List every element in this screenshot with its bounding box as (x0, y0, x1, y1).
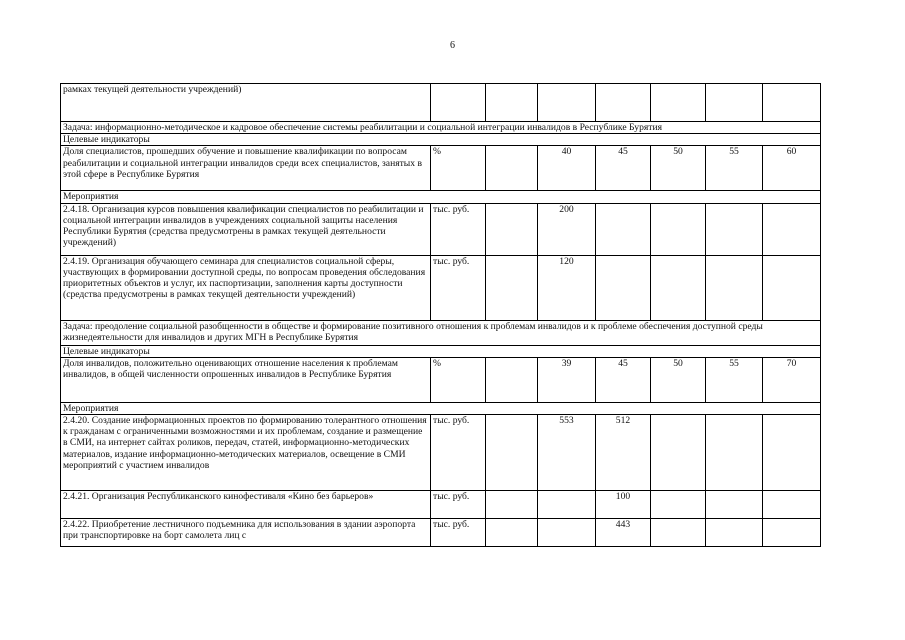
activity-row-2-4-18 (61, 203, 821, 255)
indicator-row-2 (61, 357, 821, 402)
activity-row-2-4-20 (61, 415, 821, 491)
value-cell: 443 (596, 519, 651, 547)
value-cell: 55 (706, 146, 763, 191)
value-cell (706, 255, 763, 320)
value-cell (596, 84, 651, 122)
value-cell (763, 84, 821, 122)
task-heading-1 (61, 122, 821, 134)
value-cell (596, 255, 651, 320)
row-label: рамках текущей деятельности учреждений) (61, 84, 431, 122)
indicator-row-1 (61, 146, 821, 191)
unit-cell: % (431, 146, 486, 191)
unit-cell: тыс. руб. (431, 491, 486, 519)
row-label: 2.4.19. Организация обучающего семинара для специалистов социальной сферы, участвующих в формировании доступной среды, по вопросам проведения обследования приоритетных объектов и услуг, их паспортизации, заполнения карты доступности (средства предусмотрены в рамках текущей деятельности учреждений) (61, 255, 431, 320)
value-cell (486, 491, 538, 519)
value-cell: 50 (651, 146, 706, 191)
value-cell (706, 491, 763, 519)
value-cell (651, 415, 706, 491)
value-cell (763, 491, 821, 519)
section-heading: Задача: преодоление социальной разобщенности в обществе и формирование позитивного отношения к проблемам инвалидов и к проблеме обеспечения доступной среды жизнедеятельности для инвалидов и других МГН в Республике Бурятия (61, 320, 821, 345)
continuation-row (61, 84, 821, 122)
activity-row-2-4-19 (61, 255, 821, 320)
section-heading: Задача: информационно-методическое и кадровое обеспечение системы реабилитации и социальной интеграции инвалидов в Республике Бурятия (61, 122, 821, 134)
value-cell (486, 415, 538, 491)
value-cell (538, 519, 596, 547)
value-cell (596, 203, 651, 255)
unit-cell: тыс. руб. (431, 255, 486, 320)
value-cell (486, 146, 538, 191)
activities-heading-1 (61, 191, 821, 203)
page-number: 6 (450, 40, 455, 51)
value-cell (486, 84, 538, 122)
activity-row-2-4-21 (61, 491, 821, 519)
row-label: Доля специалистов, прошедших обучение и повышение квалификации по вопросам реабилитации и социальной интеграции инвалидов среди всех специалистов, занятых в этой сфере в Республике Бурятия (61, 146, 431, 191)
value-cell (706, 84, 763, 122)
value-cell (538, 84, 596, 122)
task-heading-2 (61, 320, 821, 345)
row-label: 2.4.21. Организация Республиканского кинофестиваля «Кино без барьеров» (61, 491, 431, 519)
value-cell (763, 255, 821, 320)
value-cell (763, 519, 821, 547)
section-heading: Целевые индикаторы (61, 345, 821, 357)
value-cell: 200 (538, 203, 596, 255)
value-cell: 45 (596, 357, 651, 402)
value-cell: 120 (538, 255, 596, 320)
row-label: Доля инвалидов, положительно оценивающих отношение населения к проблемам инвалидов, в общей численности опрошенных инвалидов в Республике Бурятия (61, 357, 431, 402)
value-cell (486, 519, 538, 547)
value-cell (486, 255, 538, 320)
unit-cell (431, 84, 486, 122)
value-cell (706, 415, 763, 491)
unit-cell: тыс. руб. (431, 415, 486, 491)
value-cell (763, 203, 821, 255)
value-cell: 40 (538, 146, 596, 191)
value-cell: 553 (538, 415, 596, 491)
value-cell: 60 (763, 146, 821, 191)
activity-row-2-4-22 (61, 519, 821, 547)
section-heading: Мероприятия (61, 191, 821, 203)
value-cell (706, 203, 763, 255)
value-cell (706, 519, 763, 547)
value-cell (486, 203, 538, 255)
value-cell (651, 84, 706, 122)
section-heading: Мероприятия (61, 402, 821, 414)
value-cell: 45 (596, 146, 651, 191)
section-heading: Целевые индикаторы (61, 134, 821, 146)
value-cell (651, 491, 706, 519)
value-cell: 39 (538, 357, 596, 402)
row-label: 2.4.20. Создание информационных проектов по формированию толерантного отношения к гражданам с ограниченными возможностями и их проблемам, создание и размещение в СМИ, на интернет сайтах роликов, передач, статей, информационно-методических материалов, издание информационно-методических материалов, освещение в СМИ мероприятий с участием инвалидов (61, 415, 431, 491)
unit-cell: тыс. руб. (431, 203, 486, 255)
value-cell: 55 (706, 357, 763, 402)
value-cell: 100 (596, 491, 651, 519)
program-table (60, 83, 821, 547)
unit-cell: % (431, 357, 486, 402)
row-label: 2.4.22. Приобретение лестничного подъемника для использования в здании аэропорта при транспортировке на борт самолета лиц с (61, 519, 431, 547)
value-cell (651, 255, 706, 320)
value-cell (651, 203, 706, 255)
value-cell (486, 357, 538, 402)
value-cell (763, 415, 821, 491)
value-cell (651, 519, 706, 547)
indicators-heading-2 (61, 345, 821, 357)
unit-cell: тыс. руб. (431, 519, 486, 547)
indicators-heading-1 (61, 134, 821, 146)
activities-heading-2 (61, 402, 821, 414)
row-label: 2.4.18. Организация курсов повышения квалификации специалистов по реабилитации и социальной интеграции инвалидов в учреждениях социальной защиты населения Республики Бурятия (средства предусмотрены в рамках текущей деятельности учреждений) (61, 203, 431, 255)
value-cell: 512 (596, 415, 651, 491)
value-cell: 70 (763, 357, 821, 402)
value-cell: 50 (651, 357, 706, 402)
value-cell (538, 491, 596, 519)
